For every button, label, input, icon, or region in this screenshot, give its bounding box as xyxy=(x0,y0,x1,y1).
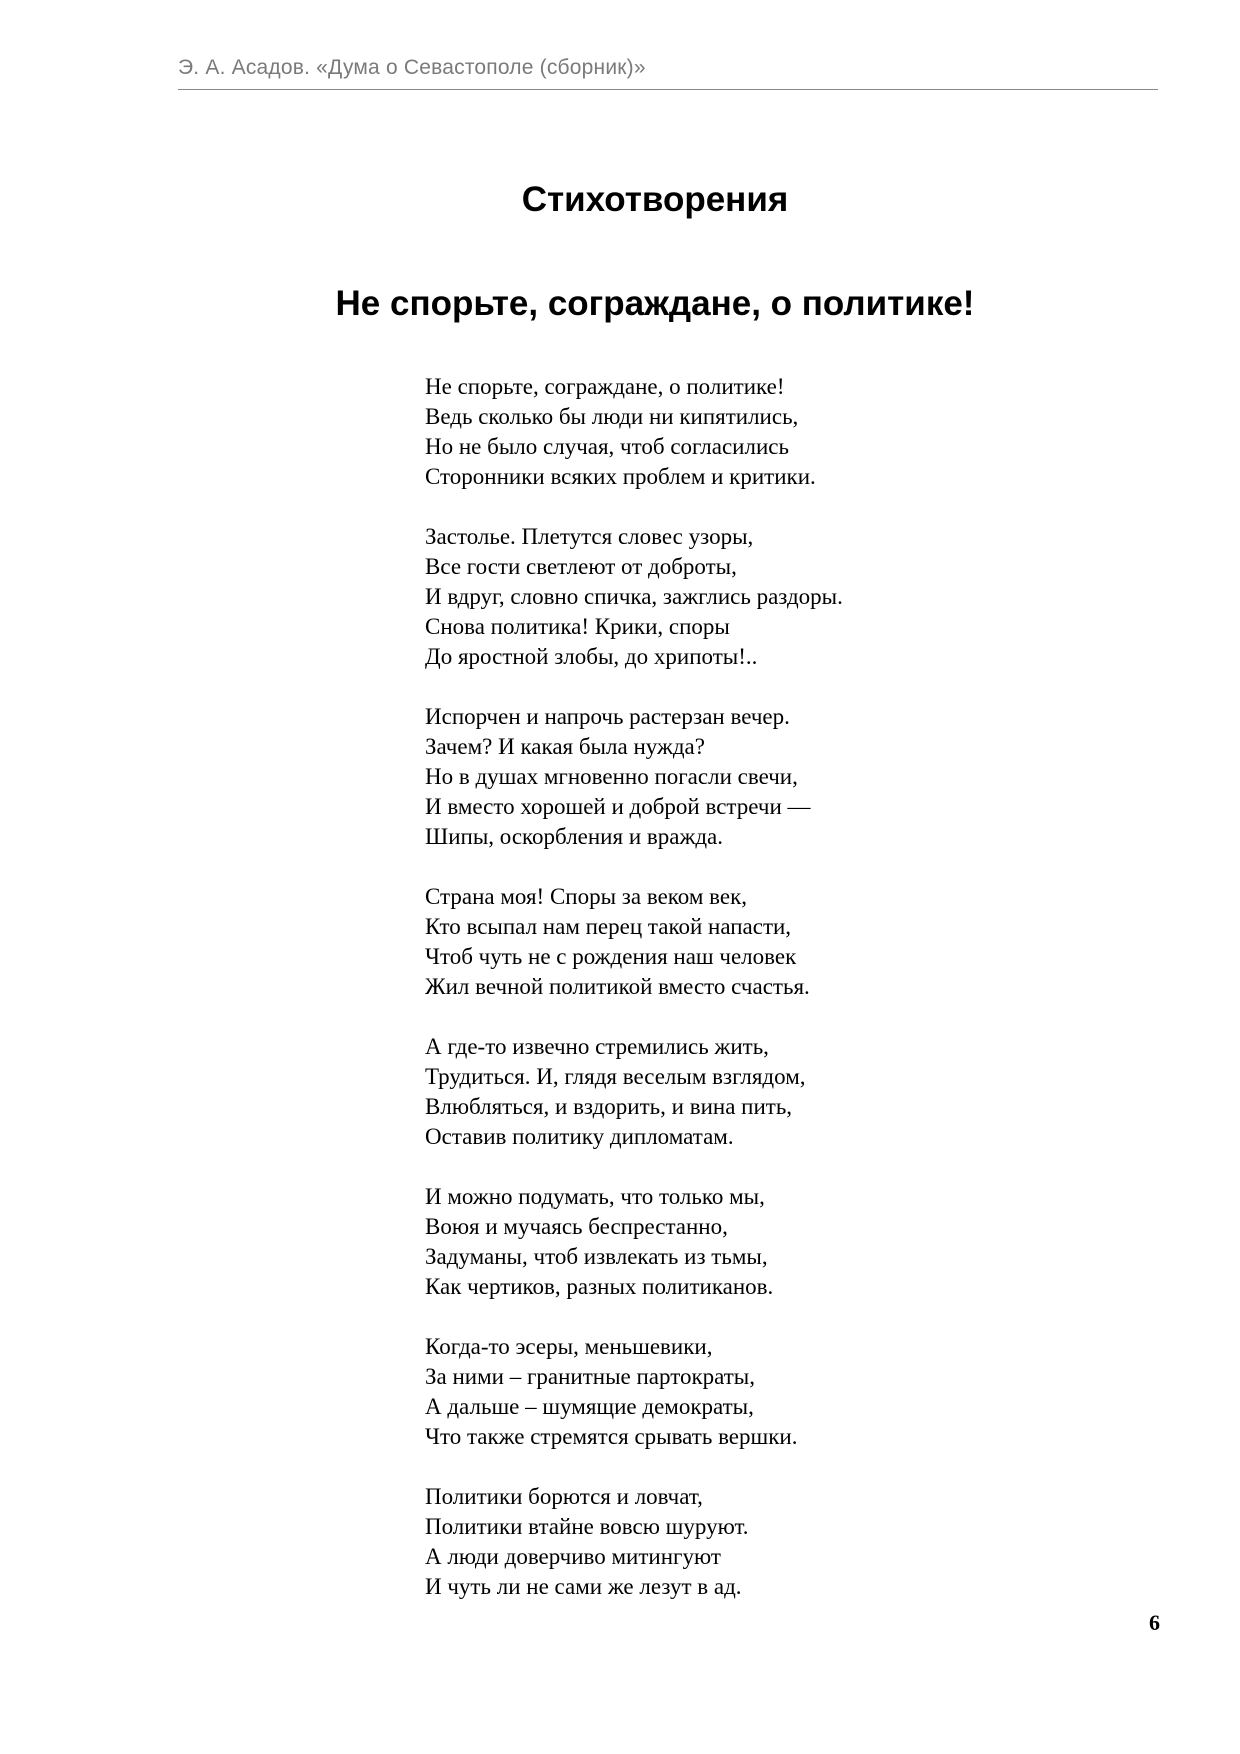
poem-line: И вдруг, словно спичка, зажглись раздоры. xyxy=(425,584,843,609)
poem-line: Застолье. Плетутся словес узоры, xyxy=(425,524,754,549)
stanza-3 xyxy=(425,702,843,852)
poem-line: Ведь сколько бы люди ни кипятились, xyxy=(425,404,799,429)
poem-line: И вместо хорошей и доброй встречи — xyxy=(425,794,811,819)
poem-line: Страна моя! Споры за веком век, xyxy=(425,884,748,909)
poem-line: Трудиться. И, глядя веселым взглядом, xyxy=(425,1064,806,1089)
stanza-7 xyxy=(425,1332,843,1452)
header-rule xyxy=(178,89,1158,90)
running-header: Э. А. Асадов. «Дума о Севастополе (сборник)» xyxy=(178,56,646,79)
poem-line: Как чертиков, разных политиканов. xyxy=(425,1274,774,1299)
poem-line: А где-то извечно стремились жить, xyxy=(425,1034,769,1059)
poem-line: До яростной злобы, до хрипоты!.. xyxy=(425,644,758,669)
page-number: 6 xyxy=(1149,1610,1160,1635)
poem-line: А дальше – шумящие демократы, xyxy=(425,1394,754,1419)
poem-line: Снова политика! Крики, споры xyxy=(425,614,730,639)
poem-line: Все гости светлеют от доброты, xyxy=(425,554,737,579)
poem-line: И чуть ли не сами же лезут в ад. xyxy=(425,1574,742,1599)
poem-title: Не спорьте, сограждане, о политике! xyxy=(335,284,975,323)
poem-line: Чтоб чуть не с рождения наш человек xyxy=(425,944,797,969)
poem-line: Но не было случая, чтоб согласились xyxy=(425,434,789,459)
stanza-8 xyxy=(425,1482,843,1602)
poem-line: Кто всыпал нам перец такой напасти, xyxy=(425,914,792,939)
poem-line: Воюя и мучаясь беспрестанно, xyxy=(425,1214,728,1239)
poem-line: Влюбляться, и вздорить, и вина пить, xyxy=(425,1094,793,1119)
poem-line: Но в душах мгновенно погасли свечи, xyxy=(425,764,798,789)
poem-line: Зачем? И какая была нужда? xyxy=(425,734,705,759)
poem-line: Задуманы, чтоб извлекать из тьмы, xyxy=(425,1244,768,1269)
stanza-5 xyxy=(425,1032,843,1152)
section-title: Стихотворения xyxy=(521,180,789,219)
poem-line: Оставив политику дипломатам. xyxy=(425,1124,734,1149)
poem-line: И можно подумать, что только мы, xyxy=(425,1184,765,1209)
poem-line: Что также стремятся срывать вершки. xyxy=(425,1424,798,1449)
poem-line: Испорчен и напрочь растерзан вечер. xyxy=(425,704,790,729)
stanza-6 xyxy=(425,1182,843,1302)
stanza-2 xyxy=(425,522,843,672)
poem-line: Политики втайне вовсю шуруют. xyxy=(425,1514,749,1539)
poem-line: Сторонники всяких проблем и критики. xyxy=(425,464,816,489)
stanza-1 xyxy=(425,372,843,492)
poem-line: За ними – гранитные партократы, xyxy=(425,1364,755,1389)
poem-line: Шипы, оскорбления и вражда. xyxy=(425,824,724,849)
poem-line: Не спорьте, сограждане, о политике! xyxy=(425,374,785,399)
poem-body xyxy=(425,372,843,1632)
poem-line: Политики борются и ловчат, xyxy=(425,1484,703,1509)
poem-line: Жил вечной политикой вместо счастья. xyxy=(425,974,810,999)
stanza-4 xyxy=(425,882,843,1002)
poem-line: Когда-то эсеры, меньшевики, xyxy=(425,1334,713,1359)
poem-line: А люди доверчиво митингуют xyxy=(425,1544,721,1569)
